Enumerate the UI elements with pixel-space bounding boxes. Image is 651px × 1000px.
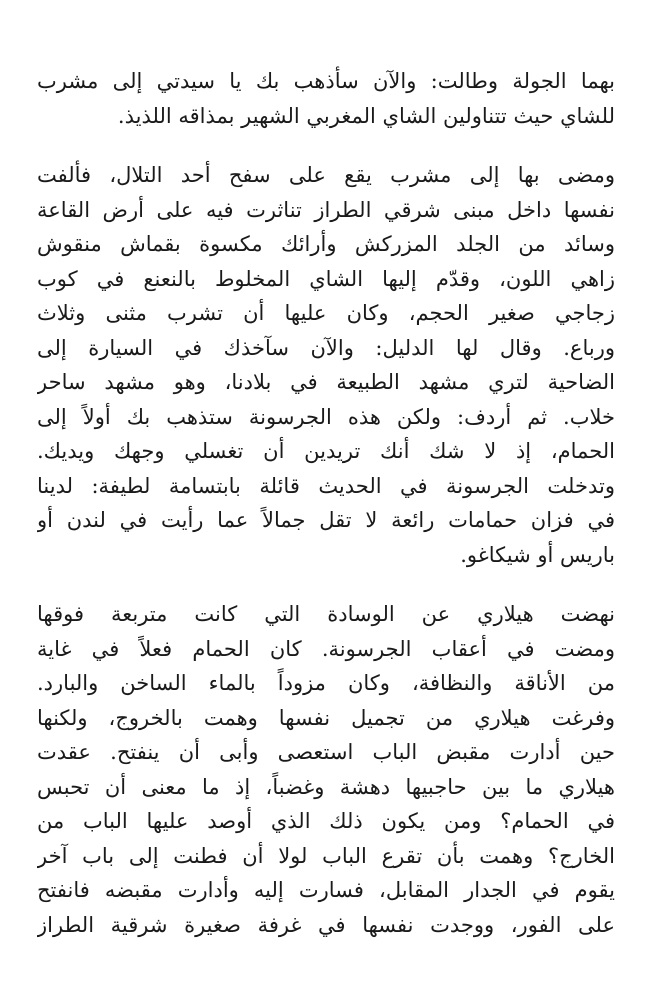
paragraph-2 bbox=[37, 158, 615, 572]
text-line: بهما الجولة وطالت: والآن سأذهب بك يا سيدتي إلى مشرب bbox=[37, 69, 615, 93]
text-line: ومضت في أعقاب الجرسونة. كان الحمام فعلاً في غاية bbox=[37, 636, 615, 661]
text-line: في فزان حمامات رائعة لا تقل جمالاً عما رأيت في لندن أو bbox=[37, 508, 615, 532]
text-line: نفسها داخل مبنى شرقي الطراز تناثرت فيه على أرض القاعة bbox=[37, 197, 615, 222]
text-line: حين أدارت مقبض الباب استعصى وأبى أن ينفتح. عقدت bbox=[37, 740, 615, 764]
text-line: على الفور، ووجدت نفسها في غرفة صغيرة شرقية الطراز bbox=[37, 912, 615, 937]
text-line: ومضى بها إلى مشرب يقع على سفح أحد التلال، فألفت bbox=[37, 163, 615, 187]
text-line: الحمام، إذ لا شك أنك تريدين أن تغسلي وجهك ويديك. bbox=[37, 439, 615, 463]
text-line: زاهي اللون، وقدّم إليها الشاي المخلوط بالنعنع في كوب bbox=[37, 266, 615, 291]
text-line: الخارج؟ وهمت بأن تقرع الباب لولا أن فطنت إلى باب آخر bbox=[37, 843, 615, 868]
text-line: خلاب. ثم أردف: ولكن هذه الجرسونة ستذهب بك أولاً إلى bbox=[37, 404, 615, 429]
paragraph-3 bbox=[37, 597, 615, 942]
text-line: نهضت هيلاري عن الوسادة التي كانت متربعة فوقها bbox=[37, 602, 615, 626]
book-page bbox=[37, 64, 615, 942]
paragraph-1 bbox=[37, 64, 615, 133]
text-line: يقوم في الجدار المقابل، فسارت إليه وأدارت مقبضه فانفتح bbox=[37, 878, 615, 902]
text-line: الضاحية لتري مشهد الطبيعة في بلادنا، وهو مشهد ساحر bbox=[37, 370, 615, 394]
text-line: من الأناقة والنظافة، وكان مزوداً بالماء الساخن والبارد. bbox=[37, 671, 615, 695]
text-line: وفرغت هيلاري من تجميل نفسها وهمت بالخروج، ولكنها bbox=[37, 705, 615, 730]
text-line: زجاجي صغير الحجم، وكان عليها أن تشرب مثنى وثلاث bbox=[37, 301, 615, 325]
text-line: باريس أو شيكاغو. bbox=[460, 542, 615, 567]
text-line: هيلاري ما بين حاجبيها دهشة وغضباً، إذ ما معنى أن تحبس bbox=[37, 774, 615, 799]
text-line: في الحمام؟ ومن يكون ذلك الذي أوصد عليها الباب من bbox=[37, 809, 615, 833]
text-line: ورباع. وقال لها الدليل: والآن سآخذك في السيارة إلى bbox=[37, 335, 615, 360]
text-line: وسائد من الجلد المزركش وأرائك مكسوة بقماش منقوش bbox=[37, 232, 615, 256]
text-line: للشاي حيث تتناولين الشاي المغربي الشهير بمذاقه اللذيذ. bbox=[117, 103, 615, 128]
text-line: وتدخلت الجرسونة في الحديث قائلة بابتسامة لطيفة: لدينا bbox=[37, 473, 615, 498]
